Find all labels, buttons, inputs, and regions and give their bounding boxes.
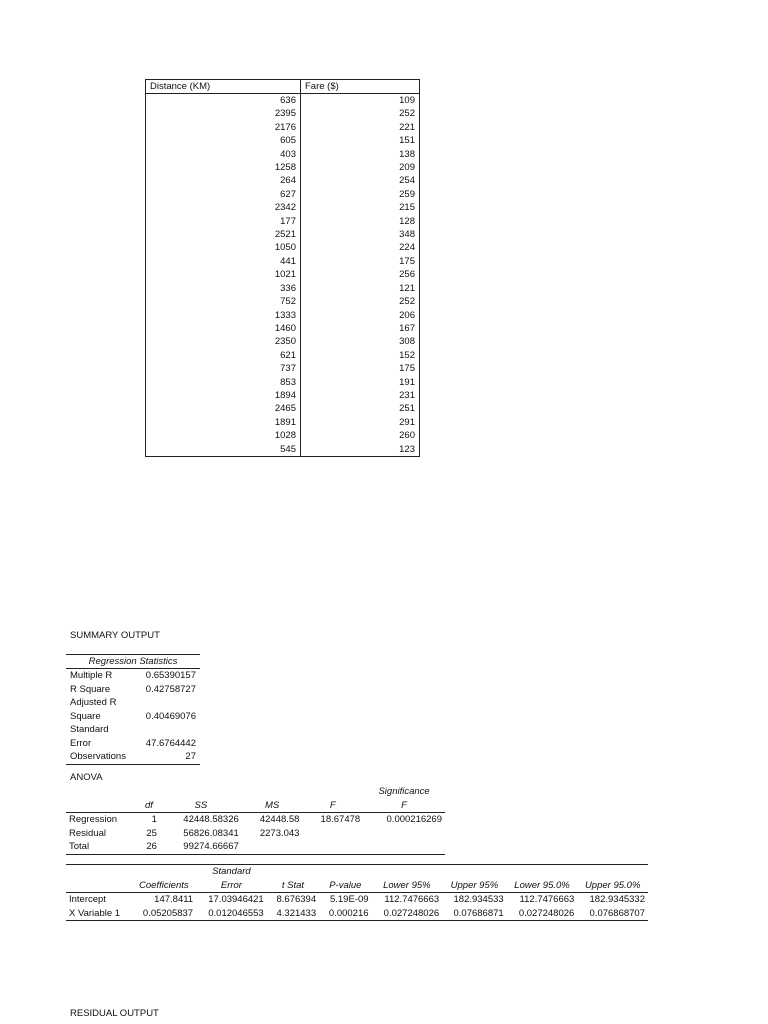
data-row <box>146 268 420 281</box>
fare-cell: 128 <box>399 215 415 227</box>
fare-cell: 252 <box>399 108 415 120</box>
data-row <box>146 349 420 362</box>
distance-cell: 1021 <box>146 268 301 281</box>
anova-header-cell <box>160 785 242 799</box>
anova-value: 42448.58326 <box>183 814 239 825</box>
anova-table <box>66 785 445 855</box>
coef-header-cell: Coefficients <box>132 879 197 893</box>
regression-stat-row <box>66 723 200 737</box>
stat-value: 0.65390157 <box>145 670 196 681</box>
data-row <box>146 107 420 120</box>
anova-value: 1 <box>151 814 157 825</box>
anova-value <box>302 840 363 854</box>
data-table-header-row <box>146 80 420 94</box>
anova-row-label: Total <box>66 840 138 854</box>
distance-cell: 2350 <box>146 335 301 348</box>
fare-cell: 123 <box>399 443 415 455</box>
coef-value: 0.027248026 <box>372 907 443 921</box>
fare-cell: 175 <box>399 255 415 267</box>
coef-header-cell <box>507 865 578 879</box>
coef-value: 17.03946421 <box>208 894 264 905</box>
coef-value: 112.7476663 <box>519 894 575 905</box>
coef-row <box>66 893 648 907</box>
distance-cell: 627 <box>146 188 301 201</box>
anova-value <box>363 840 445 854</box>
stat-label: Observations <box>66 750 136 764</box>
regression-stat-row <box>66 683 200 697</box>
data-row <box>146 121 420 134</box>
regression-stat-row <box>66 669 200 683</box>
anova-value <box>302 827 363 841</box>
regression-stat-row <box>66 750 200 764</box>
fare-cell: 224 <box>399 242 415 254</box>
regression-stat-row <box>66 710 200 724</box>
anova-value: 18.67478 <box>320 814 361 825</box>
data-row <box>146 376 420 389</box>
data-row <box>146 335 420 348</box>
distance-cell: 1894 <box>146 389 301 402</box>
distance-cell: 1258 <box>146 161 301 174</box>
coef-value: 8.676394 <box>276 894 317 905</box>
distance-cell: 1028 <box>146 429 301 442</box>
coef-value: 0.05205837 <box>132 907 197 921</box>
fare-cell: 348 <box>399 229 415 241</box>
fare-cell: 254 <box>399 175 415 187</box>
fare-cell: 191 <box>399 376 415 388</box>
anova-header-cell: SS <box>160 799 242 813</box>
distance-cell: 636 <box>146 94 301 108</box>
distance-cell: 605 <box>146 134 301 147</box>
fare-cell: 167 <box>399 322 415 334</box>
coef-header-cell: Upper 95.0% <box>577 879 648 893</box>
coef-header-cell <box>66 865 132 879</box>
anova-header-row <box>66 799 445 813</box>
distance-cell: 2342 <box>146 201 301 214</box>
coef-value: 182.9345332 <box>589 894 645 905</box>
coef-row-label: X Variable 1 <box>66 907 132 921</box>
data-row <box>146 161 420 174</box>
fare-cell: 256 <box>399 269 415 281</box>
coef-header-cell: t Stat <box>267 879 319 893</box>
coef-header-cell <box>132 865 197 879</box>
fare-cell: 151 <box>399 135 415 147</box>
coef-value: 0.07686871 <box>442 907 507 921</box>
header-distance: Distance (KM) <box>146 80 301 94</box>
fare-cell: 215 <box>399 202 415 214</box>
data-row <box>146 416 420 429</box>
anova-header-cell <box>302 785 363 799</box>
coef-header-cell <box>577 865 648 879</box>
residual-output-title: RESIDUAL OUTPUT <box>70 1008 159 1019</box>
fare-cell: 259 <box>399 188 415 200</box>
summary-output-title: SUMMARY OUTPUT <box>70 630 160 641</box>
coef-value: 147.8411 <box>154 894 194 905</box>
coef-header-cell: Lower 95% <box>372 879 443 893</box>
anova-row-label: Residual <box>69 827 106 839</box>
coef-header-cell <box>267 865 319 879</box>
distance-cell: 752 <box>146 295 301 308</box>
data-row <box>146 282 420 295</box>
data-row <box>146 389 420 402</box>
anova-row-label: Regression <box>69 814 118 825</box>
fare-cell: 138 <box>399 148 415 160</box>
data-row <box>146 134 420 147</box>
distance-cell: 545 <box>146 443 301 457</box>
data-row <box>146 322 420 335</box>
distance-cell: 2465 <box>146 402 301 415</box>
distance-cell: 1891 <box>146 416 301 429</box>
distance-cell: 403 <box>146 148 301 161</box>
anova-row <box>66 840 445 854</box>
anova-value: 99274.66667 <box>160 840 242 854</box>
stat-label: Error <box>70 737 92 749</box>
data-row <box>146 148 420 161</box>
data-row <box>146 362 420 375</box>
fare-cell: 308 <box>399 336 415 348</box>
distance-cell: 1050 <box>146 241 301 254</box>
coef-row <box>66 907 648 921</box>
coef-header-cell: Error <box>196 879 267 893</box>
data-row <box>146 402 420 415</box>
data-row <box>146 309 420 322</box>
distance-cell: 441 <box>146 255 301 268</box>
distance-cell: 737 <box>146 362 301 375</box>
regression-stat-row <box>66 696 200 710</box>
distance-cell: 177 <box>146 215 301 228</box>
anova-value: 0.000216269 <box>386 814 442 825</box>
coef-value: 112.7476663 <box>384 894 440 905</box>
coef-header-cell: P-value <box>319 879 371 893</box>
coef-value: 5.19E-09 <box>329 894 369 905</box>
regression-statistics-caption: Regression Statistics <box>66 654 200 669</box>
distance-cell: 1460 <box>146 322 301 335</box>
stat-label: Multiple R <box>70 670 113 681</box>
data-row <box>146 241 420 254</box>
distance-cell: 853 <box>146 376 301 389</box>
stat-value: 47.6764442 <box>145 737 196 749</box>
data-row <box>146 201 420 214</box>
stat-value: 0.42758727 <box>145 683 196 695</box>
anova-title: ANOVA <box>70 772 103 783</box>
anova-value <box>242 840 303 854</box>
distance-cell: 1333 <box>146 309 301 322</box>
fare-cell: 206 <box>399 309 415 321</box>
coef-header-cell: Upper 95% <box>442 879 507 893</box>
distance-cell: 2176 <box>146 121 301 134</box>
fare-cell: 231 <box>399 389 415 401</box>
anova-value: 25 <box>146 827 157 839</box>
fare-cell: 121 <box>399 282 415 294</box>
data-row <box>146 228 420 241</box>
stat-value: 27 <box>136 750 200 764</box>
anova-value <box>363 827 445 841</box>
regression-stat-row <box>66 737 200 751</box>
distance-cell: 264 <box>146 174 301 187</box>
anova-header-cell <box>66 799 138 813</box>
fare-cell: 209 <box>399 162 415 174</box>
data-row <box>146 255 420 268</box>
anova-header-cell: F <box>363 799 445 813</box>
data-row <box>146 174 420 187</box>
data-row <box>146 429 420 442</box>
fare-cell: 291 <box>399 416 415 428</box>
header-fare: Fare ($) <box>301 80 420 94</box>
stat-label: Square <box>70 710 101 722</box>
stat-label: Standard <box>70 724 109 735</box>
fare-cell: 252 <box>399 296 415 308</box>
fare-cell: 109 <box>399 95 415 106</box>
anova-header-cell: df <box>138 799 160 813</box>
anova-header-top-row <box>66 785 445 799</box>
data-row <box>146 215 420 228</box>
stat-label: Adjusted R <box>70 697 117 708</box>
stat-value: 0.40469076 <box>145 710 196 722</box>
anova-value: 2273.043 <box>259 827 300 839</box>
distance-cell: 621 <box>146 349 301 362</box>
anova-header-cell: Significance <box>378 786 430 797</box>
coef-value: 182.934533 <box>453 894 504 905</box>
distance-fare-table <box>145 79 420 457</box>
regression-statistics-table <box>66 654 200 765</box>
coef-value: 0.012046553 <box>196 907 267 921</box>
fare-cell: 260 <box>399 430 415 442</box>
data-row <box>146 443 420 457</box>
coef-header-cell <box>66 879 132 893</box>
coef-value: 4.321433 <box>267 907 319 921</box>
stat-value <box>136 696 200 710</box>
anova-row <box>66 813 445 827</box>
coef-header-cell <box>319 865 371 879</box>
anova-header-cell <box>242 785 303 799</box>
stat-value <box>136 723 200 737</box>
distance-cell: 2395 <box>146 107 301 120</box>
coef-header-top-row <box>66 865 648 879</box>
anova-header-cell: MS <box>242 799 303 813</box>
coef-header-cell <box>442 865 507 879</box>
anova-header-cell: F <box>302 799 363 813</box>
anova-value: 56826.08341 <box>183 827 239 839</box>
distance-cell: 2521 <box>146 228 301 241</box>
fare-cell: 251 <box>399 403 415 415</box>
coef-header-cell: Standard <box>196 865 267 879</box>
coef-value: 0.076868707 <box>577 907 648 921</box>
stat-label: R Square <box>70 683 111 695</box>
fare-cell: 152 <box>399 349 415 361</box>
coefficients-table <box>66 864 648 921</box>
data-row <box>146 295 420 308</box>
fare-cell: 221 <box>399 121 415 133</box>
distance-cell: 336 <box>146 282 301 295</box>
coef-row-label: Intercept <box>69 894 106 905</box>
anova-value: 42448.58 <box>259 814 300 825</box>
anova-header-cell <box>66 785 138 799</box>
coef-header-cell <box>372 865 443 879</box>
anova-row <box>66 827 445 841</box>
coef-header-cell: Lower 95.0% <box>507 879 578 893</box>
data-row <box>146 188 420 201</box>
coef-header-row <box>66 879 648 893</box>
data-row <box>146 94 420 108</box>
anova-header-cell <box>138 785 160 799</box>
fare-cell: 175 <box>399 363 415 375</box>
anova-value: 26 <box>138 840 160 854</box>
coef-value: 0.000216 <box>319 907 371 921</box>
coef-value: 0.027248026 <box>507 907 578 921</box>
